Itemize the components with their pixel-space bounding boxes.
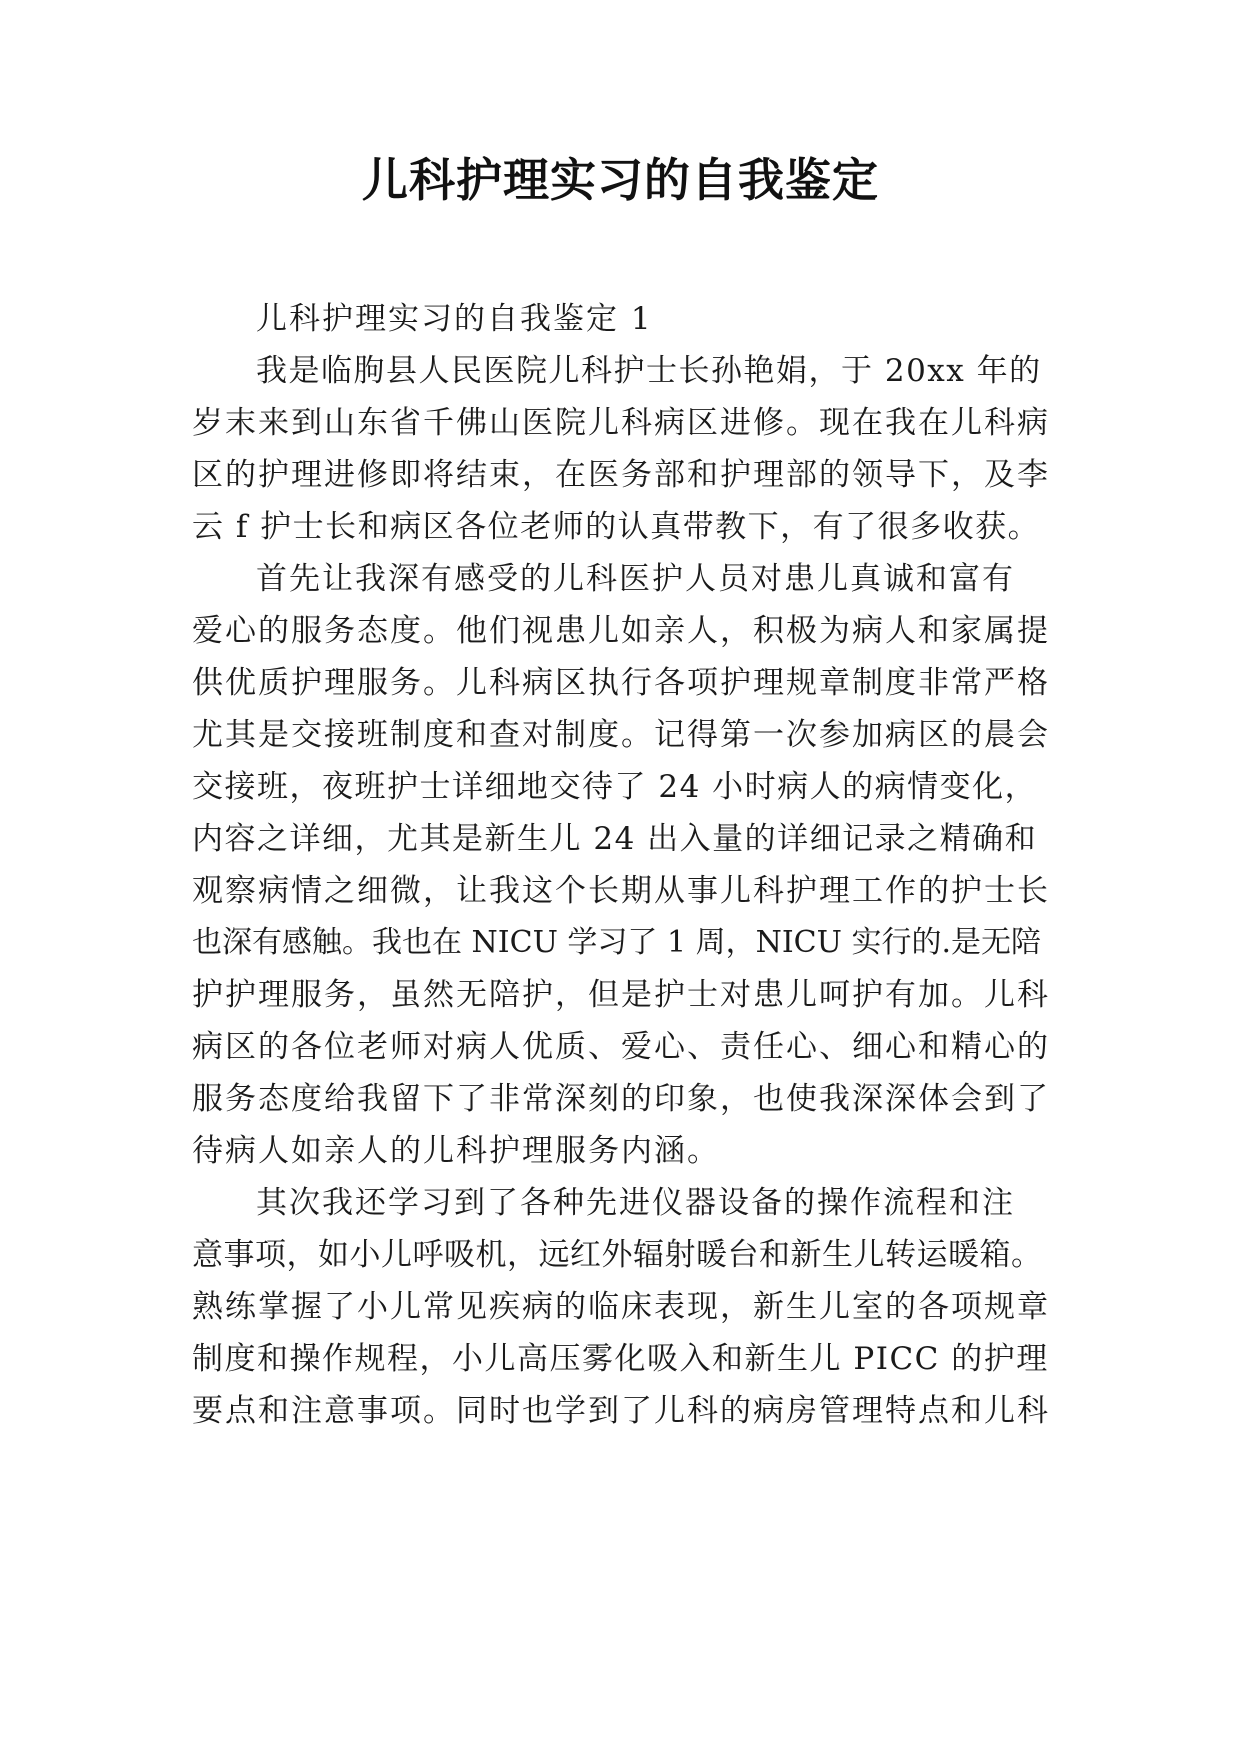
paragraph-line: 其次我还学习到了各种先进仪器设备的操作流程和注	[256, 1185, 1015, 1221]
document-body	[192, 293, 1050, 1437]
paragraph-line: 熟练掌握了小儿常见疾病的临床表现，新生儿室的各项规章	[192, 1289, 1050, 1325]
paragraph-line: 要点和注意事项。同时也学到了儿科的病房管理特点和儿科	[192, 1393, 1050, 1429]
paragraph-line: 供优质护理服务。儿科病区执行各项护理规章制度非常严格	[192, 665, 1050, 701]
paragraph-line: 内容之详细，尤其是新生儿 24 出入量的详细记录之精确和	[192, 821, 1038, 857]
paragraph-line: 观察病情之细微，让我这个长期从事儿科护理工作的护士长	[192, 873, 1050, 909]
paragraph-line: 我是临朐县人民医院儿科护士长孙艳娟，于 20xx 年的	[256, 353, 1042, 389]
paragraph-line: 尤其是交接班制度和查对制度。记得第一次参加病区的晨会	[192, 717, 1050, 753]
paragraph-line: 爱心的服务态度。他们视患儿如亲人，积极为病人和家属提	[192, 613, 1050, 649]
paragraph-line: 意事项，如小儿呼吸机，远红外辐射暖台和新生儿转运暖箱。	[192, 1237, 1043, 1273]
paragraph-line: 岁末来到山东省千佛山医院儿科病区进修。现在我在儿科病	[192, 405, 1050, 441]
paragraph-line: 制度和操作规程，小儿高压雾化吸入和新生儿 PICC 的护理	[192, 1341, 1049, 1377]
paragraph-line: 交接班，夜班护士详细地交待了 24 小时病人的病情变化，	[192, 769, 1038, 805]
document-title: 儿科护理实习的自我鉴定	[362, 153, 879, 207]
paragraph-line: 首先让我深有感受的儿科医护人员对患儿真诚和富有	[256, 561, 1015, 597]
paragraph-line: 也深有感触。我也在 NICU 学习了 1 周，NICU 实行的.是无陪	[192, 925, 1041, 960]
paragraph-line: 云 f 护士长和病区各位老师的认真带教下，有了很多收获。	[192, 509, 1041, 545]
section-heading: 儿科护理实习的自我鉴定 1	[256, 301, 653, 337]
paragraph-line: 服务态度给我留下了非常深刻的印象，也使我深深体会到了	[192, 1081, 1050, 1117]
paragraph-line: 区的护理进修即将结束，在医务部和护理部的领导下，及李	[192, 457, 1050, 493]
paragraph-line: 待病人如亲人的儿科护理服务内涵。	[192, 1133, 720, 1169]
paragraph-line: 病区的各位老师对病人优质、爱心、责任心、细心和精心的	[192, 1029, 1050, 1065]
paragraph-line: 护护理服务，虽然无陪护，但是护士对患儿呵护有加。儿科	[192, 977, 1050, 1013]
